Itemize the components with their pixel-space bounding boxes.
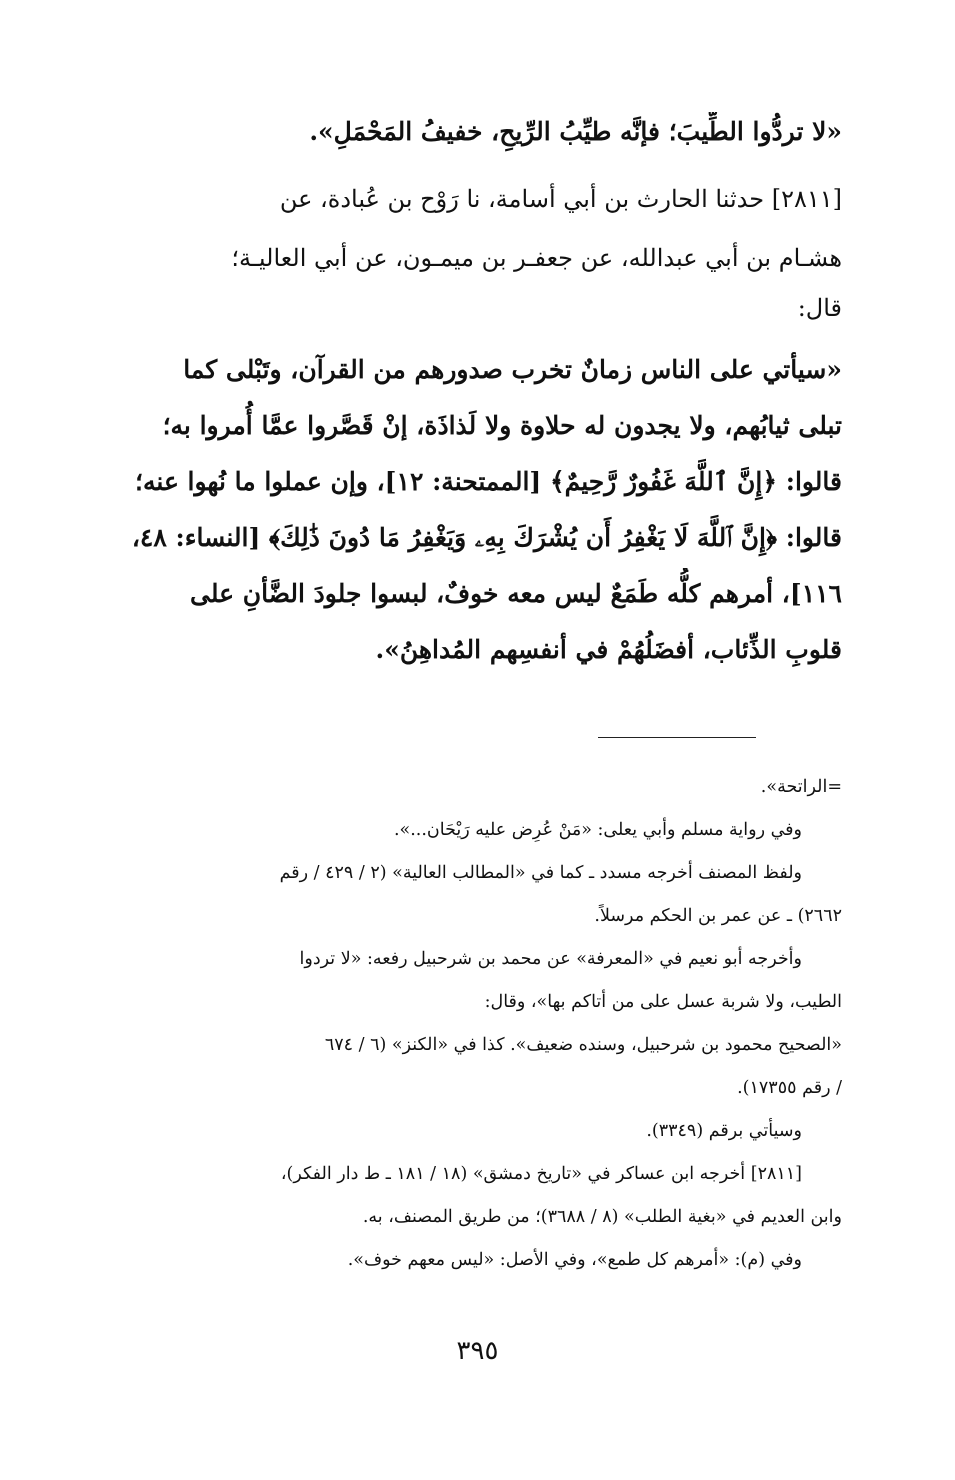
footnote-line-11: وابن العديم في «بغية الطلب» (٨ / ٣٦٨٨)؛ من طريق المصنف، به. (362, 1207, 842, 1227)
opening-quote: «لا تردُّوا الطِّيبَ؛ فإنَّه طيِّبُ الرِّيحِ، خفيفُ المَحْمَلِ». (309, 117, 842, 146)
footnote-line-8: / رقم ١٧٣٥٥). (737, 1078, 842, 1098)
footnote-line-6: الطيب، ولا شربة عسل على من أتاكم بها»، وقال: (484, 992, 842, 1012)
footnote-line-1: =الراتحة». (760, 777, 842, 797)
footnotes-block (128, 770, 842, 1277)
matn-line-4: قالوا: ﴿إِنَّ ٱللَّهَ لَا يَغْفِرُ أَن يُشْرَكَ بِهِۦ وَيَغْفِرُ مَا دُونَ ذَٰلِكَ﴾ [النساء: ٤٨، (131, 523, 842, 552)
page-number: ٣٩٥ (456, 1336, 499, 1366)
matn-line-3: قالوا: ﴿إِنَّ ٱللَّهَ غَفُورٌ رَّحِيمٌ﴾ [الممتحنة: ١٢]، وإن عملوا ما نُهوا عنه؛ (135, 467, 842, 496)
footnote-line-3: ولفظ المصنف أخرجه مسدد ـ كما في «المطالب العالية» (٢ / ٤٢٩ / رقم (279, 863, 802, 883)
footnote-line-12: وفي (م): «أمرهم كل طمع»، وفي الأصل: «ليس معهم خوف». (347, 1250, 802, 1270)
footnote-line-5: وأخرجه أبو نعيم في «المعرفة» عن محمد بن شرحبيل رفعه: «لا تردوا (299, 949, 802, 969)
matn-line-5: ١١٦]، أمرهم كلُّه طَمَعٌ ليس معه خوفٌ، لبسوا جلودَ الضَّأنِ على (189, 579, 842, 608)
footnote-line-4: ٢٦٦٢) ـ عن عمر بن الحكم مرسلاً. (594, 906, 842, 926)
hadith-line-3: قال: (797, 294, 842, 322)
matn-line-2: تبلى ثيابُهم، ولا يجدون له حلاوة ولا لَذاذَة، إنْ قَصَّروا عمَّا أُمروا به؛ (162, 411, 842, 440)
hadith-line-1: [٢٨١١] حدثنا الحارث بن أبي أسامة، نا رَوْح بن عُبادة، عن (279, 185, 842, 213)
hadith-matn-block (130, 344, 842, 676)
footnote-line-10: [٢٨١١] أخرجه ابن عساكر في «تاريخ دمشق» (١٨ / ١٨١ ـ ط دار الفكر)، (280, 1164, 802, 1184)
hadith-isnad-block (130, 176, 842, 331)
footnote-line-7: «الصحيح محمود بن شرحبيل، وسنده ضعيف». كذا في «الكنز» (٦ / ٦٧٤ (324, 1035, 842, 1055)
matn-line-1: «سيأتي على الناس زمانٌ تخرب صدورهم من القرآن، وتَبْلى كما (183, 355, 842, 384)
matn-line-6: قلوبِ الذِّئاب، أفضَلُهُمْ في أنفسِهم المُداهِنُ». (375, 635, 842, 664)
footnote-line-2: وفي رواية مسلم وأبي يعلى: «مَنْ عُرِض عليه رَيْحَان...». (393, 820, 802, 840)
opening-quote-block (250, 112, 842, 152)
footnote-separator (598, 737, 756, 738)
footnote-line-9: وسيأتي برقم (٣٣٤٩). (646, 1121, 802, 1141)
hadith-line-2: هشـام بن أبي عبدالله، عن جعفـر بن ميمـون، عن أبي العاليـة؛ (231, 244, 842, 272)
